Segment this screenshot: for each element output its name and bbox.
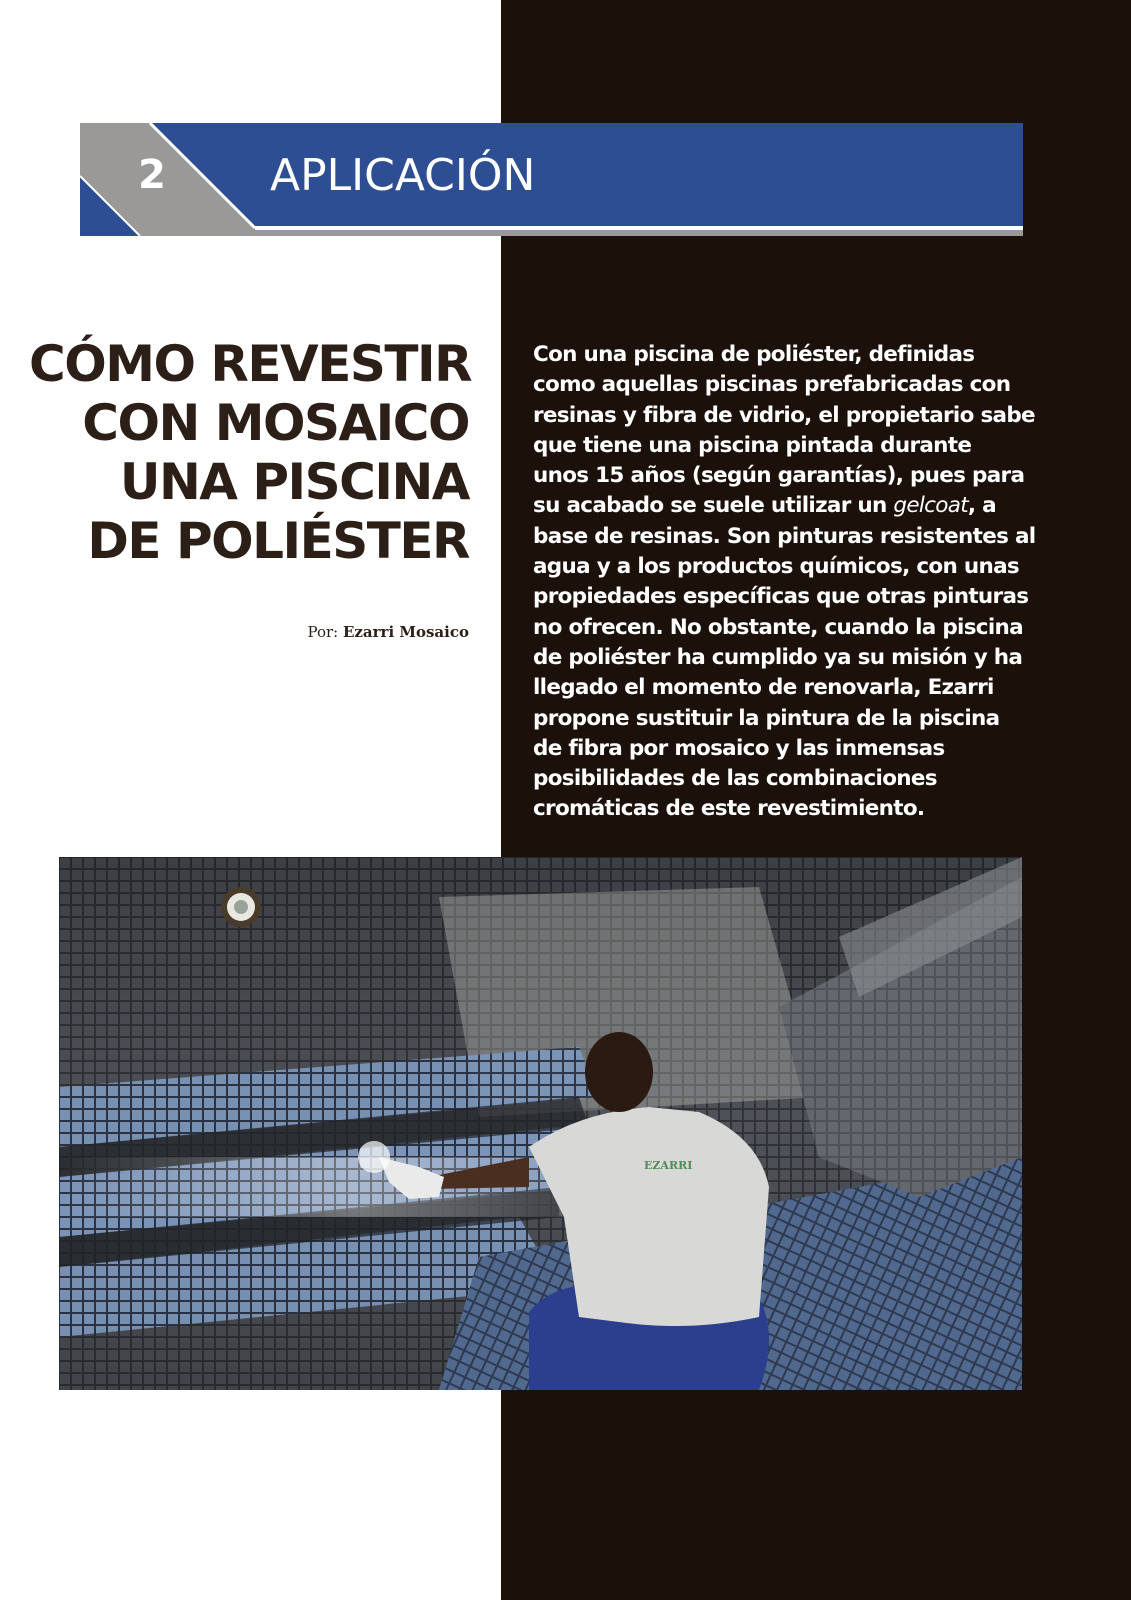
- section-banner: [80, 123, 1023, 236]
- photo-illustration: [59, 857, 1022, 1390]
- body-line: de fibra por mosaico y las inmensas: [533, 735, 945, 761]
- byline-author: Ezarri Mosaico: [342, 623, 469, 641]
- body-line: Con una piscina de poliéster, definidas: [533, 342, 975, 367]
- section-title: APLICACIÓN: [270, 150, 536, 201]
- body-line: propone sustituir la pintura de la piscina: [533, 705, 1000, 731]
- section-number: 2: [138, 152, 166, 198]
- headline-line: CON MOSAICO: [82, 394, 469, 452]
- body-line: como aquellas piscinas prefabricadas con: [533, 372, 1011, 398]
- body-line: llegado el momento de renovarla, Ezarri: [533, 675, 994, 701]
- article-body: [533, 340, 1036, 825]
- body-line: base de resinas. Son pinturas resistentes al: [533, 523, 1036, 549]
- body-line: [533, 491, 1033, 521]
- banner-graphic: [80, 123, 1023, 236]
- headline-line: DE POLIÉSTER: [87, 512, 469, 570]
- body-line: posibilidades de las combinaciones: [533, 766, 937, 792]
- body-line: cromáticas de este revestimiento.: [533, 796, 925, 822]
- body-line: que tiene una piscina pintada durante: [533, 432, 972, 458]
- headline-line: UNA PISCINA: [119, 453, 469, 511]
- body-text-segment: , a: [967, 493, 996, 519]
- shirt-logo: EZARRI: [644, 1159, 693, 1172]
- body-line: propiedades específicas que otras pinturas: [533, 584, 1029, 610]
- body-line: unos 15 años (según garantías), pues para: [533, 463, 1025, 489]
- body-italic-term: gelcoat: [893, 493, 968, 519]
- body-line: resinas y fibra de vidrio, el propietario sabe: [533, 402, 1035, 428]
- body-line: de poliéster ha cumplido ya su misión y ha: [533, 644, 1023, 670]
- body-line: no ofrecen. No obstante, cuando la piscina: [533, 614, 1023, 640]
- headline-line: CÓMO REVESTIR: [29, 335, 472, 393]
- pool-mosaic-photo: [59, 857, 1022, 1390]
- body-text-segment: su acabado se suele utilizar un: [533, 493, 894, 519]
- byline-prefix: Por:: [307, 623, 339, 641]
- article-headline: [29, 335, 472, 571]
- body-line: agua y a los productos químicos, con unas: [533, 554, 1019, 580]
- byline: [307, 623, 469, 641]
